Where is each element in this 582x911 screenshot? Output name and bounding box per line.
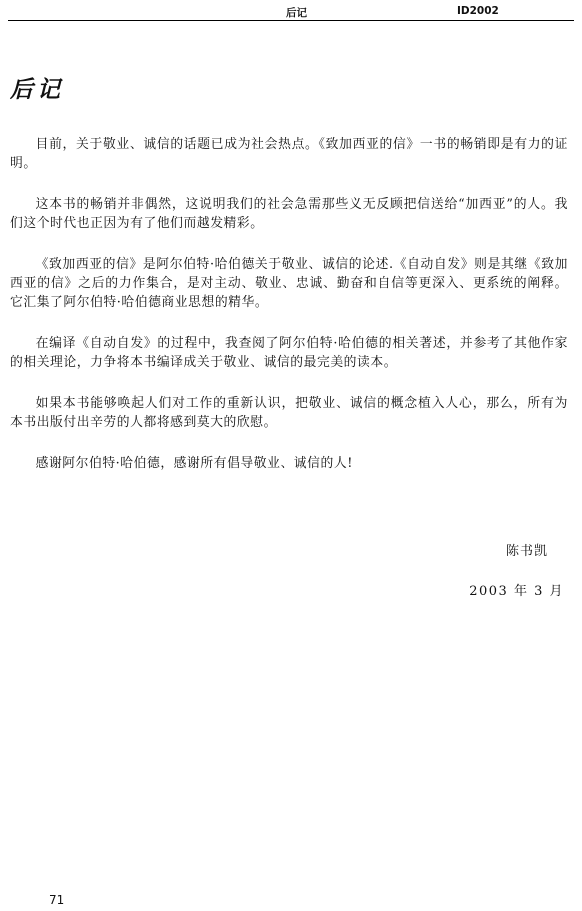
paragraph: 这本书的畅销并非偶然，这说明我们的社会急需那些义无反顾把信送给“加西亚”的人。我们这个时代也正因为有了他们而越发精彩。 [10, 197, 568, 231]
paragraph: 在编译《自动自发》的过程中，我查阅了阿尔伯特·哈伯德的相关著述，并参考了其他作家的相关理论，力争将本书编译成关于敬业、诚信的最完美的读本。 [10, 336, 568, 370]
date-line: 2003 年 3 月 [469, 584, 564, 599]
body-text [10, 135, 568, 495]
paragraph: 感谢阿尔伯特·哈伯德，感谢所有倡导敬业、诚信的人! [35, 456, 353, 471]
paragraph: 《致加西亚的信》是阿尔伯特·哈伯德关于敬业、诚信的论述.《自动自发》则是其继《致加西亚的信》之后的力作集合，是对主动、敬业、忠诚、勤奋和自信等更深入、更系统的阐释。它汇集了阿尔伯特·哈伯德商业思想的精华。 [10, 257, 568, 310]
page-number: 71 [49, 893, 65, 907]
running-header [8, 4, 574, 21]
paragraph: 如果本书能够唤起人们对工作的重新认识，把敬业、诚信的概念植入人心，那么，所有为本书出版付出辛劳的人都将感到莫大的欣慰。 [10, 396, 568, 430]
header-section-title: 后记 [286, 7, 307, 19]
header-book-code: ID2002 [457, 5, 499, 17]
chapter-title: 后记 [10, 77, 64, 103]
author-signature: 陈书凯 [505, 544, 548, 559]
paragraph: 目前，关于敬业、诚信的话题已成为社会热点。《致加西亚的信》一书的畅销即是有力的证明。 [10, 137, 568, 171]
